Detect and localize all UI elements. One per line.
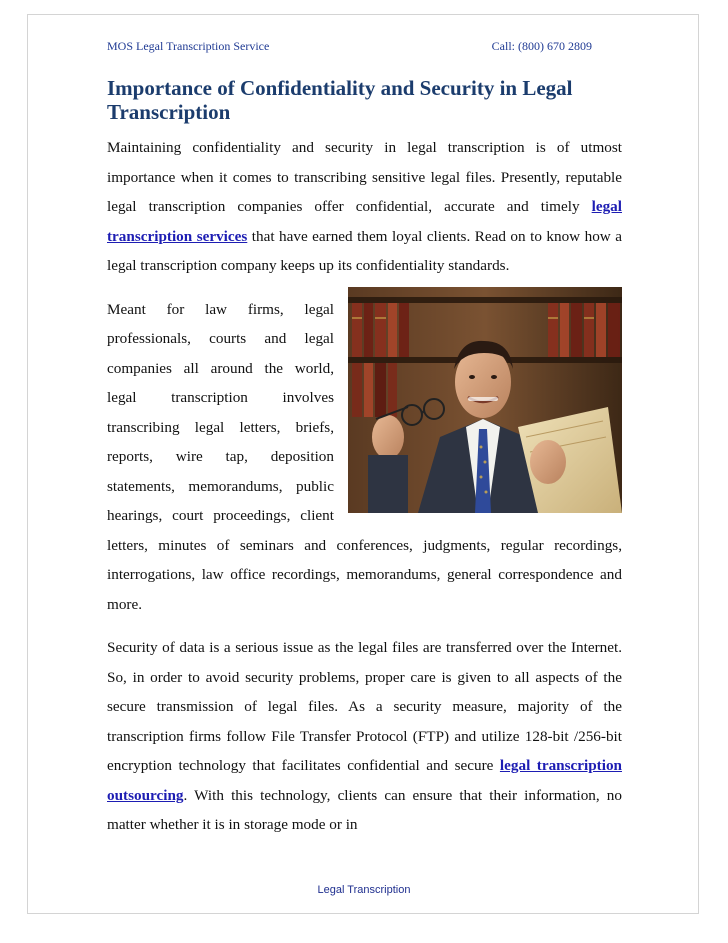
footer-label: Legal Transcription <box>317 884 411 896</box>
paragraph-intro <box>107 133 622 281</box>
paragraph-security <box>107 633 622 840</box>
page-footer <box>0 884 728 896</box>
paragraph-security-text-end: . With this technology, clients can ensure that their information, no matter whether it is in storage mode or in <box>107 786 622 833</box>
paragraph-intro-text: Maintaining confidentiality and security in legal transcription is of utmost importance when it comes to transcribing sensitive legal files. Presently, reputable legal transcription companies offer confidential, accurate and timely <box>107 139 622 215</box>
legal-transcription-services-link[interactable]: legal transcription services <box>107 198 622 245</box>
document-content <box>107 38 622 840</box>
paragraph-security-text: Security of data is a serious issue as the legal files are transferred over the Internet. So, in order to avoid security problems, proper care is given to all aspects of the secure transmission of legal files. As a security measure, majority of the transcription firms follow File Transfer Protocol (FTP) and utilize 128-bit /256-bit encryption technology that facilitates confidential and secure <box>107 639 622 774</box>
page-header <box>107 38 622 54</box>
phone-number: Call: (800) 670 2809 <box>491 39 592 53</box>
paragraph-scope: Meant for law firms, legal professionals, courts and legal companies all around the world, legal transcription involves transcribing legal letters, briefs, reports, wire tap, deposition statements, memorandums, public hearings, court proceedings, client letters, minutes of seminars and conferences, judgments, regular recordings, interrogations, law office recordings, memorandums, general correspondence and more. <box>107 300 622 613</box>
company-name: MOS Legal Transcription Service <box>107 39 270 53</box>
article-title: Importance of Confidentiality and Security in Legal Transcription <box>107 76 573 124</box>
paragraph-intro-text-end: that have earned them loyal clients. Read on to know how a legal transcription company keeps up its confidentiality standards. <box>107 227 622 274</box>
legal-transcription-outsourcing-link[interactable]: legal transcription outsourcing <box>107 757 622 804</box>
lawyer-photo <box>348 287 622 513</box>
